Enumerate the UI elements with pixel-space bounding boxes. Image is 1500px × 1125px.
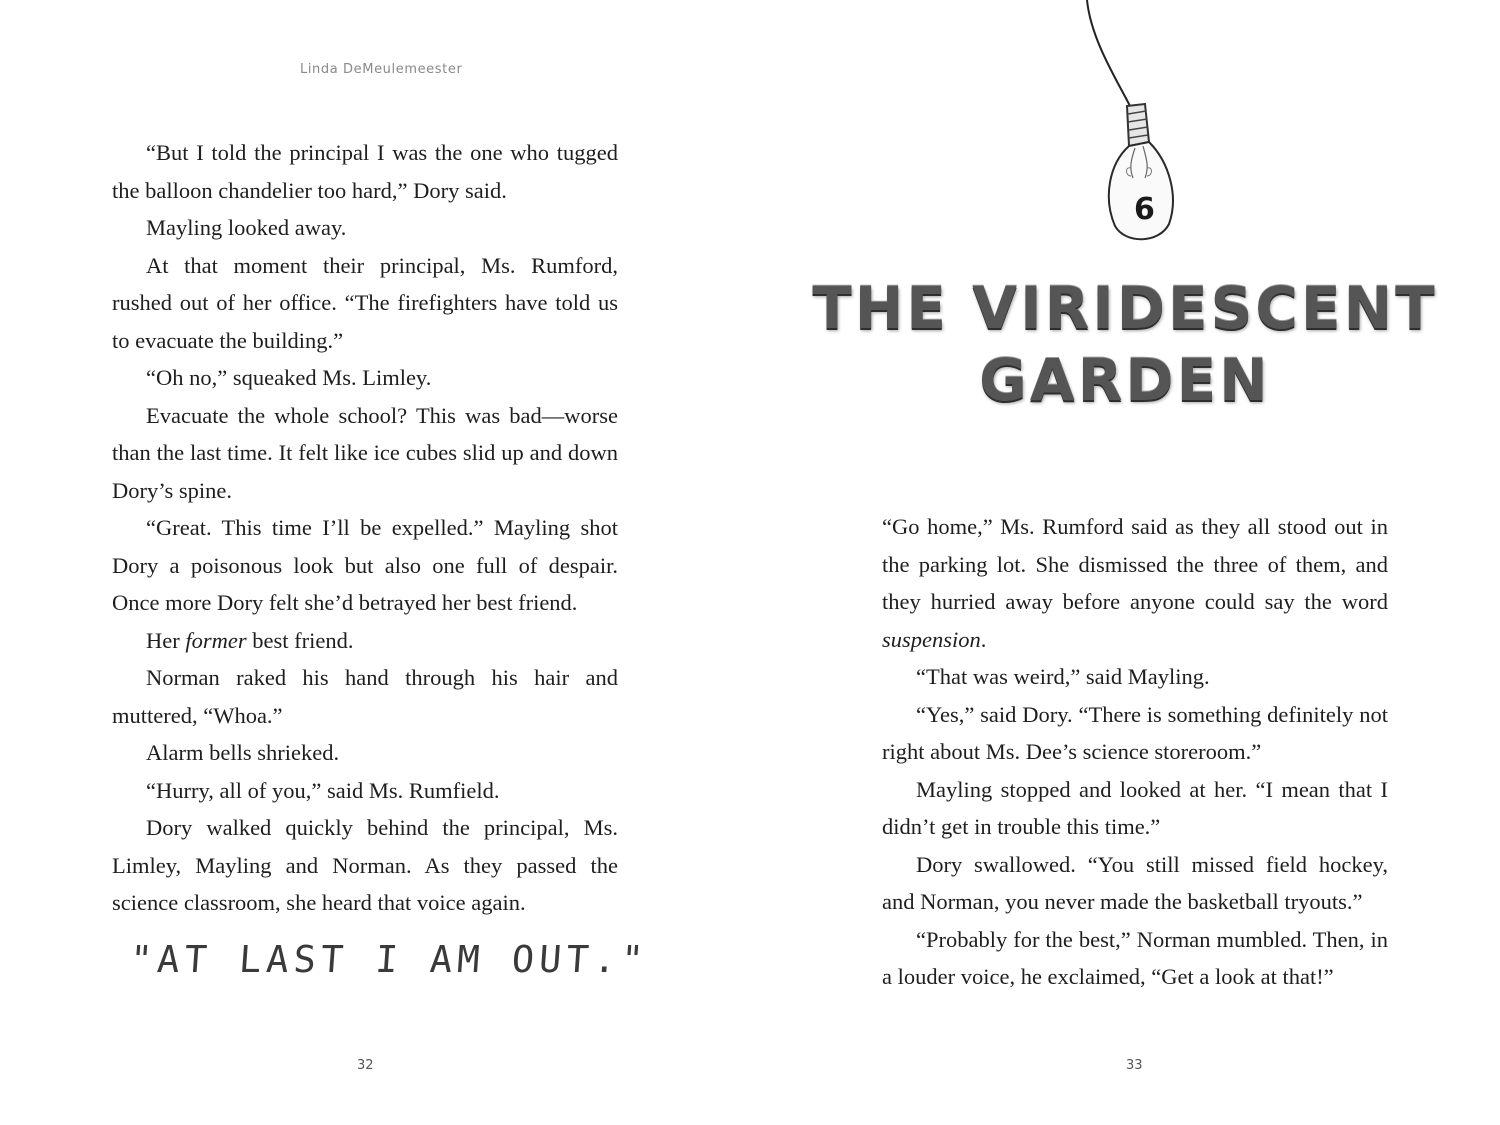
page-number: 32: [357, 1058, 374, 1073]
paragraph: Norman raked his hand through his hair and muttered, “Whoa.”: [112, 665, 618, 728]
right-text-block: [882, 508, 1388, 996]
italic-text: suspension: [882, 626, 981, 652]
text-run: “Go home,” Ms. Rumford said as they all stood out in the parking lot. She dismissed the three of them, and they hurried away before anyone could say the word: [882, 514, 1388, 614]
paragraph: “But I told the principal I was the one who tugged the balloon chandelier too hard,” Dory said.: [112, 140, 618, 203]
right-page: [750, 0, 1500, 1125]
scrawled-voice-text: "AT LAST I AM OUT.": [128, 938, 650, 981]
paragraph: “Yes,” said Dory. “There is something definitely not right about Ms. Dee’s science storeroom.”: [882, 701, 1388, 764]
chapter-number: 6: [1134, 192, 1155, 227]
left-text-block: [112, 134, 618, 922]
page-number: 33: [1126, 1058, 1143, 1073]
chapter-title-line-2: GARDEN: [979, 346, 1271, 414]
text-run: Her: [146, 627, 186, 653]
paragraph: Evacuate the whole school? This was bad—worse than the last time. It felt like ice cubes slid up and down Dory’s spine.: [112, 402, 618, 503]
paragraph: At that moment their principal, Ms. Rumford, rushed out of her office. “The firefighters have told us to evacuate the building.”: [112, 252, 618, 353]
paragraph: Dory walked quickly behind the principal, Ms. Limley, Mayling and Norman. As they passed the science classroom, she heard that voice again.: [112, 815, 618, 915]
paragraph: Mayling stopped and looked at her. “I mean that I didn’t get in trouble this time.”: [882, 776, 1388, 839]
chapter-title: [750, 272, 1500, 416]
paragraph: “Oh no,” squeaked Ms. Limley.: [146, 365, 432, 390]
paragraph: Mayling looked away.: [146, 215, 347, 240]
running-head-author: Linda DeMeulemeester: [300, 62, 463, 77]
paragraph: Dory swallowed. “You still missed field hockey, and Norman, you never made the basketball tryouts.”: [882, 851, 1388, 914]
paragraph: “That was weird,” said Mayling.: [916, 664, 1210, 689]
paragraph: [112, 622, 618, 660]
chapter-title-line-1: THE VIRIDESCENT: [812, 274, 1438, 342]
italic-text: former: [185, 627, 247, 653]
paragraph: “Great. This time I’ll be expelled.” Mayling shot Dory a poisonous look but also one full of despair. Once more Dory felt she’d betrayed her best friend.: [112, 515, 618, 615]
paragraph: “Hurry, all of you,” said Ms. Rumfield.: [146, 777, 500, 803]
paragraph: Alarm bells shrieked.: [146, 740, 340, 765]
text-run: best friend.: [246, 627, 354, 653]
text-run: .: [980, 626, 987, 652]
paragraph: [882, 508, 1388, 658]
paragraph: “Probably for the best,” Norman mumbled. Then, in a louder voice, he exclaimed, “Get a look at that!”: [882, 926, 1388, 989]
